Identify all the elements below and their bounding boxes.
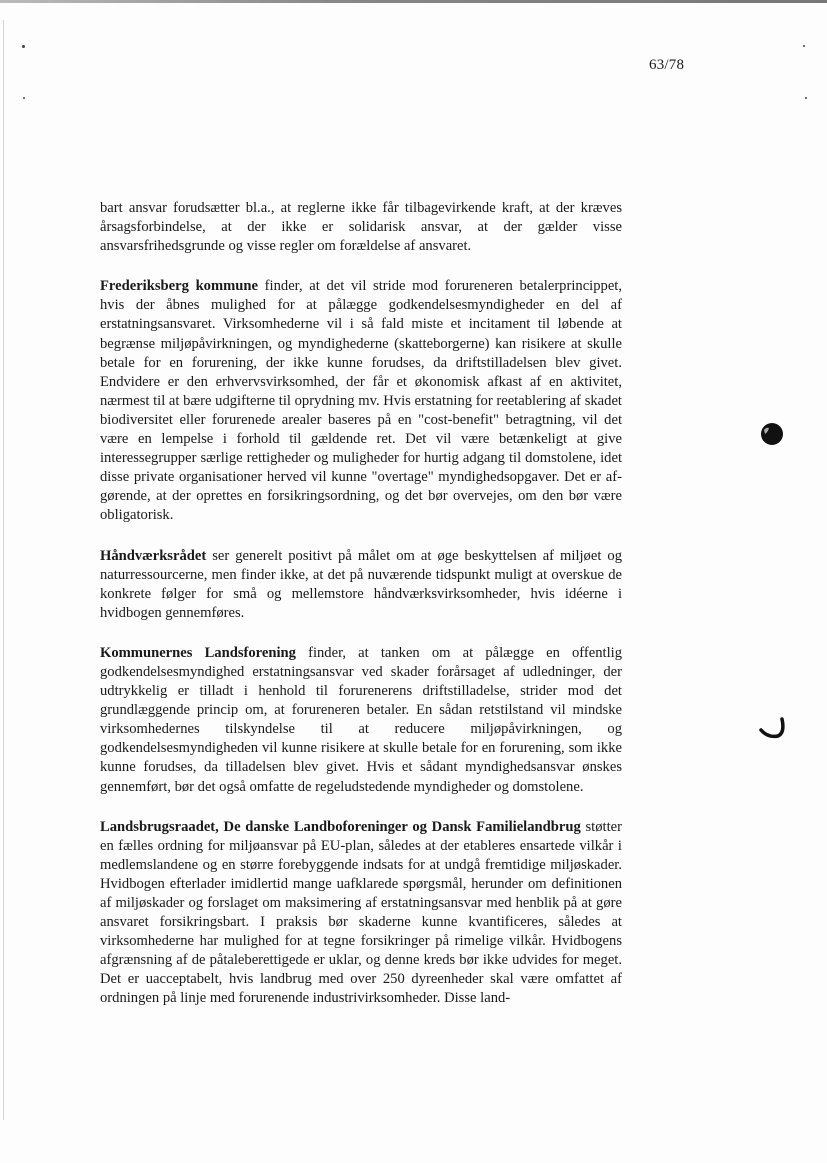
paragraph-landbrugsraadet <box>100 818 622 1009</box>
curl-mark-icon <box>758 716 788 740</box>
paragraph-kommunernes-landsforening <box>100 644 622 797</box>
paragraph-frederiksberg <box>100 277 622 525</box>
scan-speck <box>803 45 805 47</box>
paragraph-text: finder, at tanken om at pålægge en offentlig godkendelsesmyndighed erstatningsansvar ved skader forårsaget af udledninger, der udtrykkelig er tilladt i henhold til forurenerens driftstilladelse, strider mod det grundlæggende princip om, at forureneren betaler. En sådan retstilstand vil mindske virksomhedernes tilskyndelse til at reducere miljøpåvirkningen, og godkendelsesmyndigheden vil kunne risikere at skulle betale for en forurening, som ikke kunne forudses, da tilladelsen blev givet. Hvis et sådant myndighedsansvar ønskes gennemført, bør det også omfatte de regeludstedende myndigheder og domstolene. <box>100 644 623 795</box>
paragraph-text: finder, at det vil stride mod forureneren betalerprincippet, hvis der åbnes mulighed for at pålægge godkendelsesmyndigheder en del af erstatningsansvaret. Virksomhederne vil i så fald miste et incitament til løbende at begrænse miljøpåvirkningen, og myndighederne (skatteborgerne) kan risikere at skulle betale for en forurening, der ikke kunne forudses, da driftstilladelsen blev givet. Endvidere er den erhvervsvirksomhed, der får et økonomisk afkast af en aktivitet, nærmest til at bære udgifterne til oprydning mv. Hvis erstatning for reetablering af skadet biodiversitet eller forurenede arealer baseres på en "cost-benefit" betragtning, vil det være en lempelse i forhold til gældende ret. Det vil være betænkeligt at give interessegrupper særlige rettigheder og muligheder for hurtig adgang til domstolene, idet disse private organisationer herved vil kunne "overtage" myndighedsopgaver. Det er af-gørende, at der oprettes en forsikringsordning, og det bør overvejes, om den bør være obligatorisk. <box>100 278 622 524</box>
scan-left-edge <box>3 20 4 1120</box>
paragraph-continuation <box>100 199 622 256</box>
punch-hole-icon <box>759 421 785 447</box>
paragraph-text: bart ansvar forudsætter bl.a., at reglerne ikke får tilbagevirkende kraft, at der kræves årsagsforbindelse, at der ikke er solidarisk ansvar, at der gælder visse ansvarsfrihedsgrunde og visse regler om forældelse af ansvaret. <box>100 200 622 255</box>
document-body <box>100 199 622 1030</box>
page-number: 63/78 <box>649 57 685 73</box>
paragraph-haandvaerksraadet <box>100 547 622 623</box>
paragraph-lead: Landsbrugsraadet, De danske Landboforeninger og Dansk Familielandbrug <box>100 818 581 835</box>
paragraph-lead: Frederiksberg kommune <box>100 278 259 295</box>
paragraph-lead: Kommunernes Landsforening <box>100 644 296 661</box>
scan-speck <box>22 45 25 48</box>
paragraph-text: støtter en fælles ordning for miljøansvar på EU-plan, således at der etableres ensartede vilkår i medlemslandene og en større forebyggende indsats for at undgå fremtidige miljøskader. Hvidbogen efterlader imidlertid mange uafklarede spørgsmål, herunder om definitionen af miljøskader og forslaget om maksimering af erstatningsansvar med henblik på at gøre ansvaret forsikringsbart. I praksis bør skaderne kunne kvantificeres, således at virksomhederne har mulighed for at tegne forsikringer på rimelige vilkår. Hvidbogens afgrænsning af de påtaleberettigede er uklar, og denne kreds bør ikke udvides for meget. Det er uacceptabelt, hvis landbrug med over 250 dyreenheder skal være omfattet af ordningen på linje med forurenende industrivirksomheder. Disse land- <box>100 818 622 1007</box>
paragraph-lead: Håndværksrådet <box>100 547 207 564</box>
scan-speck <box>805 97 807 99</box>
scan-speck <box>23 97 25 99</box>
scan-top-edge <box>0 0 827 3</box>
paragraph-text: ser generelt positivt på målet om at øge beskyttelsen af miljøet og naturressourcerne, men finder ikke, at det på nuværende tidspunkt muligt at overskue de konkrete følger for små og mellemstore håndværksvirksomheder, hvis idéerne i hvidbogen gennemføres. <box>100 547 622 621</box>
